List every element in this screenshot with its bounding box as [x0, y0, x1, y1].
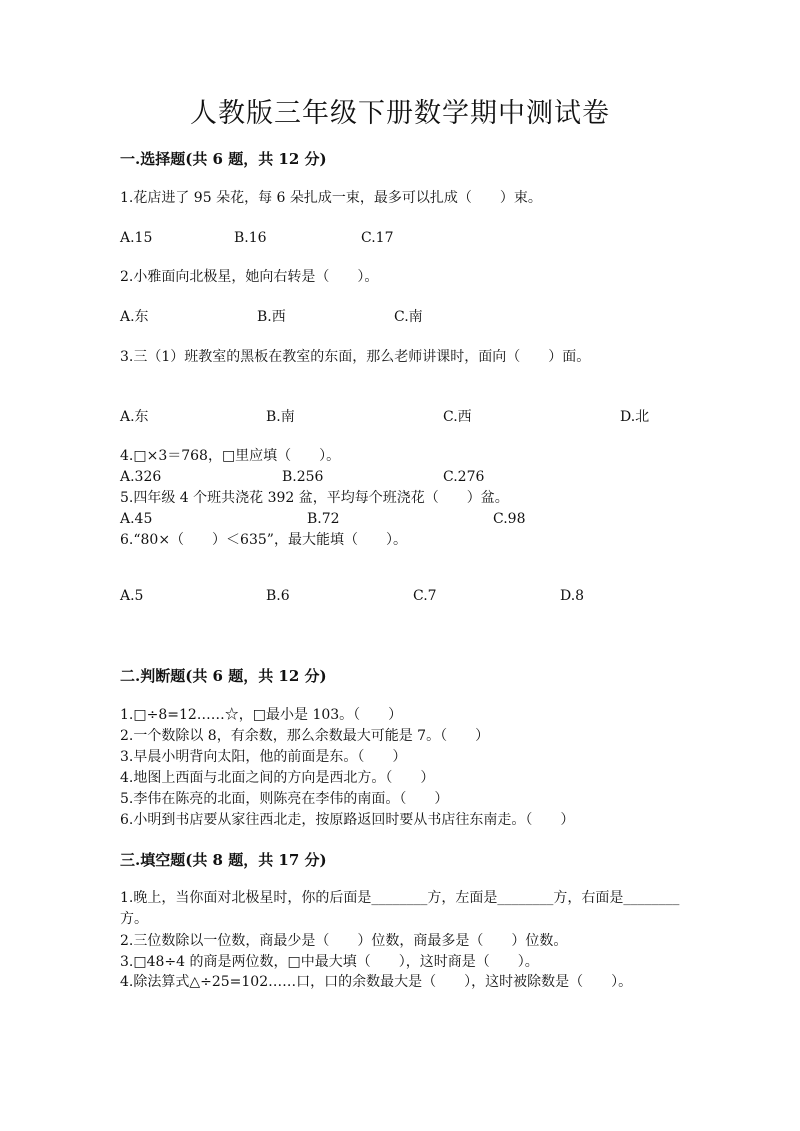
option-b: B.72 [307, 511, 340, 527]
page-title: 人教版三年级下册数学期中测试卷 [190, 98, 610, 129]
question-text: 4.地图上西面与北面之间的方向是西北方。（ ） [120, 770, 435, 786]
question-text: 2.小雅面向北极星，她向右转是（ ）。 [120, 269, 379, 285]
option-d: D.北 [620, 409, 650, 425]
question-text: 1.□÷8=12……☆，□最小是 103。（ ） [120, 707, 403, 723]
question-text: 2.三位数除以一位数，商最少是（ ）位数，商最多是（ ）位数。 [120, 933, 568, 949]
option-b: B.6 [266, 588, 290, 604]
question-text: 6.小明到书店要从家往西北走，按原路返回时要从书店往东南走。（ ） [120, 812, 575, 828]
option-a: A.东 [120, 409, 149, 425]
question-text: 1.花店进了 95 朵花，每 6 朵扎成一束，最多可以扎成（ ）束。 [120, 190, 542, 206]
option-d: D.8 [560, 588, 585, 604]
option-c: C.276 [443, 469, 485, 485]
section-heading-judge: 二.判断题(共 6 题，共 12 分) [120, 667, 327, 685]
option-c: C.南 [394, 309, 423, 325]
question-text: 2.一个数除以 8，有余数，那么余数最大可能是 7。（ ） [120, 728, 490, 744]
option-a: A.15 [120, 230, 153, 246]
option-a: A.45 [120, 511, 153, 527]
question-text: 5.四年级 4 个班共浇花 392 盆，平均每个班浇花（ ）盆。 [120, 490, 509, 506]
question-text: 6.“80×（ ）＜635”，最大能填（ ）。 [120, 532, 407, 548]
option-c: C.17 [361, 230, 394, 246]
option-a: A.东 [120, 309, 149, 325]
section-heading-choice: 一.选择题(共 6 题，共 12 分) [120, 150, 327, 168]
option-c: C.98 [493, 511, 526, 527]
question-text: 3.三（1）班教室的黑板在教室的东面，那么老师讲课时，面向（ ）面。 [120, 349, 591, 365]
question-text: 1.晚上，当你面对北极星时，你的后面是________方，左面是________方，右面是________方。 [120, 890, 680, 927]
option-c: C.7 [413, 588, 437, 604]
section-heading-fill: 三.填空题(共 8 题，共 17 分) [120, 851, 327, 869]
option-a: A.5 [120, 588, 144, 604]
option-b: B.256 [282, 469, 324, 485]
question-text: 4.除法算式△÷25=102……口，口的余数最大是（ ），这时被除数是（ ）。 [120, 974, 633, 990]
question-text: 5.李伟在陈亮的北面，则陈亮在李伟的南面。（ ） [120, 791, 449, 807]
option-b: B.16 [234, 230, 267, 246]
option-c: C.西 [443, 409, 472, 425]
option-a: A.326 [120, 469, 162, 485]
question-text: 4.□×3＝768，□里应填（ ）。 [120, 448, 341, 464]
option-b: B.西 [257, 309, 286, 325]
question-text: 3.早晨小明背向太阳，他的前面是东。（ ） [120, 749, 407, 765]
question-text: 3.□48÷4 的商是两位数，□中最大填（ ），这时商是（ ）。 [120, 954, 539, 970]
option-b: B.南 [266, 409, 295, 425]
